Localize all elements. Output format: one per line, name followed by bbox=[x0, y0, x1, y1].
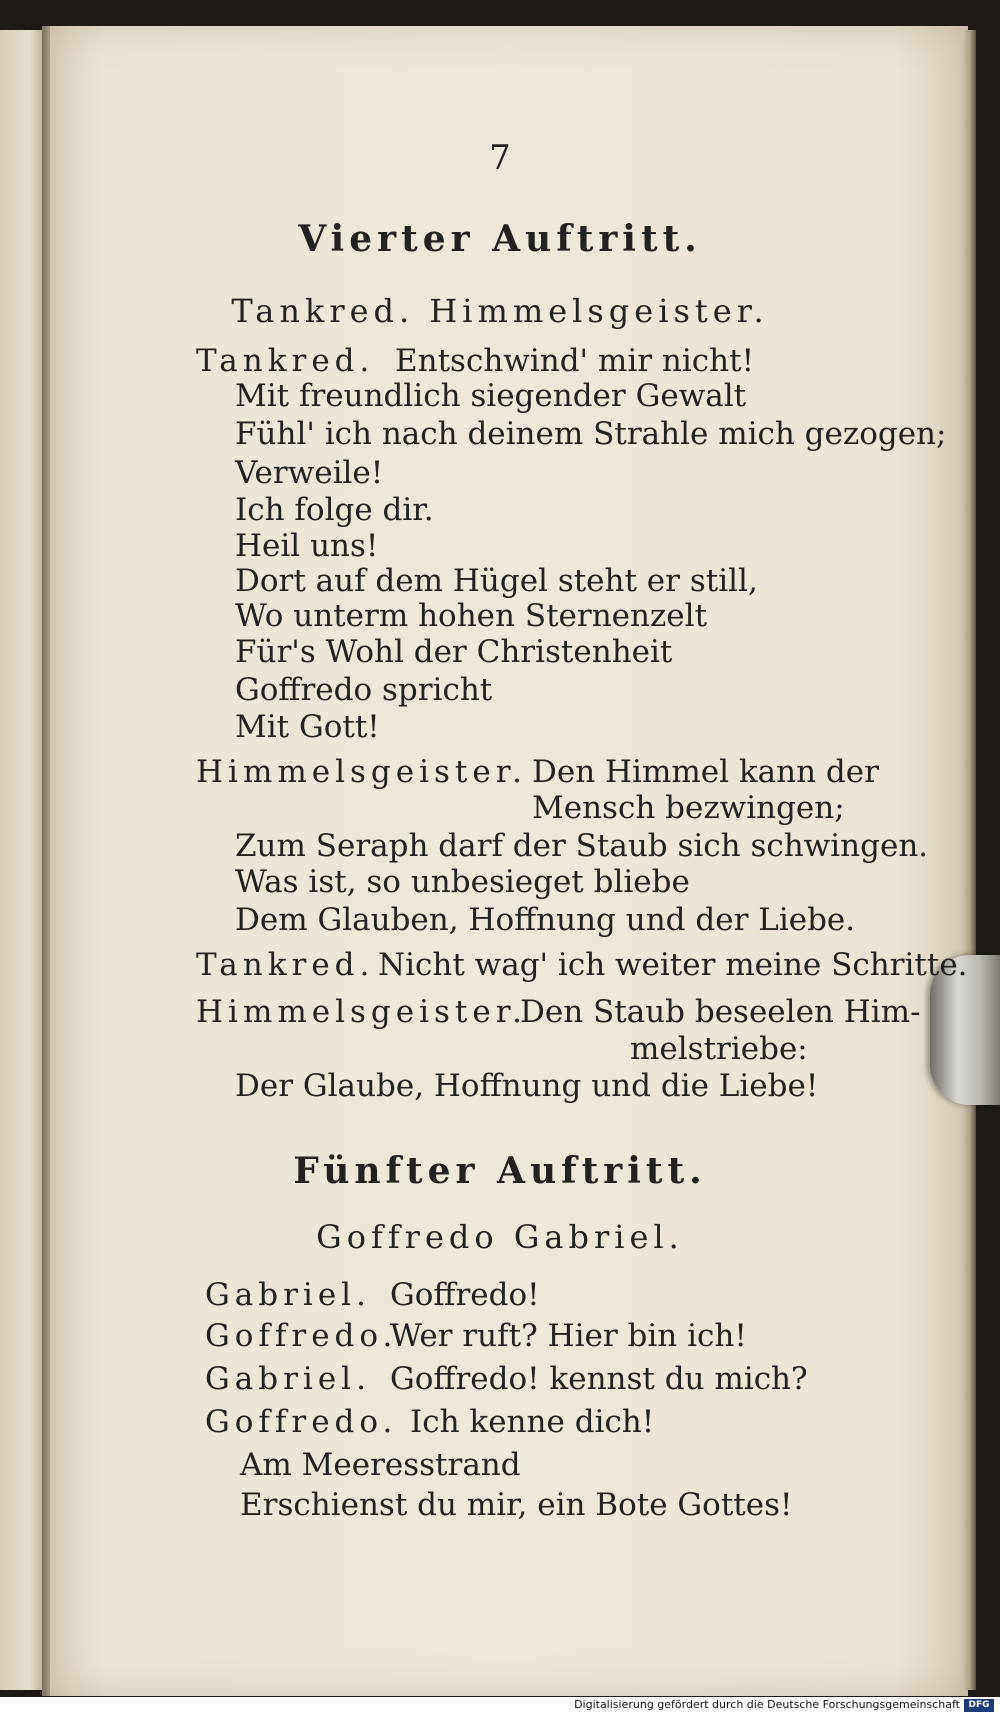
scene5-heading: Fünfter Auftritt. bbox=[293, 1150, 707, 1192]
dfg-logo: DFG bbox=[964, 1699, 994, 1712]
verse-line: Mit freundlich siegender Gewalt bbox=[235, 378, 747, 414]
verse-line: Wer ruft? Hier bin ich! bbox=[390, 1318, 747, 1354]
verse-line: Dem Glauben, Hoffnung und der Liebe. bbox=[235, 902, 856, 938]
verse-line: Verweile! bbox=[235, 455, 384, 491]
verse-line: Ich kenne dich! bbox=[410, 1404, 655, 1440]
verse-line: Den Himmel kann der bbox=[532, 754, 879, 790]
speaker-label: Goffredo. bbox=[205, 1318, 398, 1354]
verse-line: Mit Gott! bbox=[235, 709, 380, 745]
page-fore-edge bbox=[962, 30, 976, 1690]
verse-line: Der Glaube, Hoffnung und die Liebe! bbox=[235, 1068, 819, 1104]
verse-line: Den Staub beseelen Him- bbox=[520, 994, 921, 1030]
scene5-characters: Goffredo Gabriel. bbox=[316, 1218, 684, 1256]
footer-credit: Digitalisierung gefördert durch die Deutsche Forschungsgemeinschaft bbox=[574, 1698, 960, 1711]
speaker-label: Tankred. bbox=[196, 343, 375, 379]
verse-line: Für's Wohl der Christenheit bbox=[235, 634, 673, 670]
verse-line: Goffredo! kennst du mich? bbox=[390, 1361, 808, 1397]
scene4-heading: Vierter Auftritt. bbox=[298, 218, 702, 260]
verse-line: Am Meeresstrand bbox=[240, 1447, 521, 1483]
speaker-label: Goffredo. bbox=[205, 1404, 398, 1440]
verse-line: Wo unterm hohen Sternenzelt bbox=[235, 598, 708, 634]
verse-line: Nicht wag' ich weiter meine Schritte. bbox=[378, 947, 968, 983]
speaker-label: Himmelsgeister. bbox=[196, 994, 527, 1030]
verse-line: Fühl' ich nach deinem Strahle mich gezogen; bbox=[235, 416, 947, 452]
digitization-footer bbox=[0, 1697, 1000, 1715]
verse-line: Erschienst du mir, ein Bote Gottes! bbox=[240, 1487, 793, 1523]
verse-line: Goffredo! bbox=[390, 1277, 540, 1313]
facing-page-edge bbox=[0, 30, 44, 1690]
scene4-characters: Tankred. Himmelsgeister. bbox=[231, 292, 769, 330]
verse-line: Dort auf dem Hügel steht er still, bbox=[235, 563, 758, 599]
speaker-label: Gabriel. bbox=[205, 1277, 371, 1313]
page-number: 7 bbox=[489, 138, 511, 178]
speaker-label: Tankred. bbox=[196, 947, 375, 983]
verse-line: Zum Seraph darf der Staub sich schwingen. bbox=[235, 828, 929, 864]
verse-line: Heil uns! bbox=[235, 528, 379, 564]
verse-line: Was ist, so unbesieget bliebe bbox=[235, 864, 690, 900]
verse-line: melstriebe: bbox=[630, 1031, 808, 1067]
speaker-label: Gabriel. bbox=[205, 1361, 371, 1397]
speaker-label: Himmelsgeister. bbox=[196, 754, 527, 790]
verse-line: Ich folge dir. bbox=[235, 492, 434, 528]
verse-line: Mensch bezwingen; bbox=[532, 790, 845, 826]
verse-line: Goffredo spricht bbox=[235, 672, 493, 708]
verse-line: Entschwind' mir nicht! bbox=[395, 343, 755, 379]
